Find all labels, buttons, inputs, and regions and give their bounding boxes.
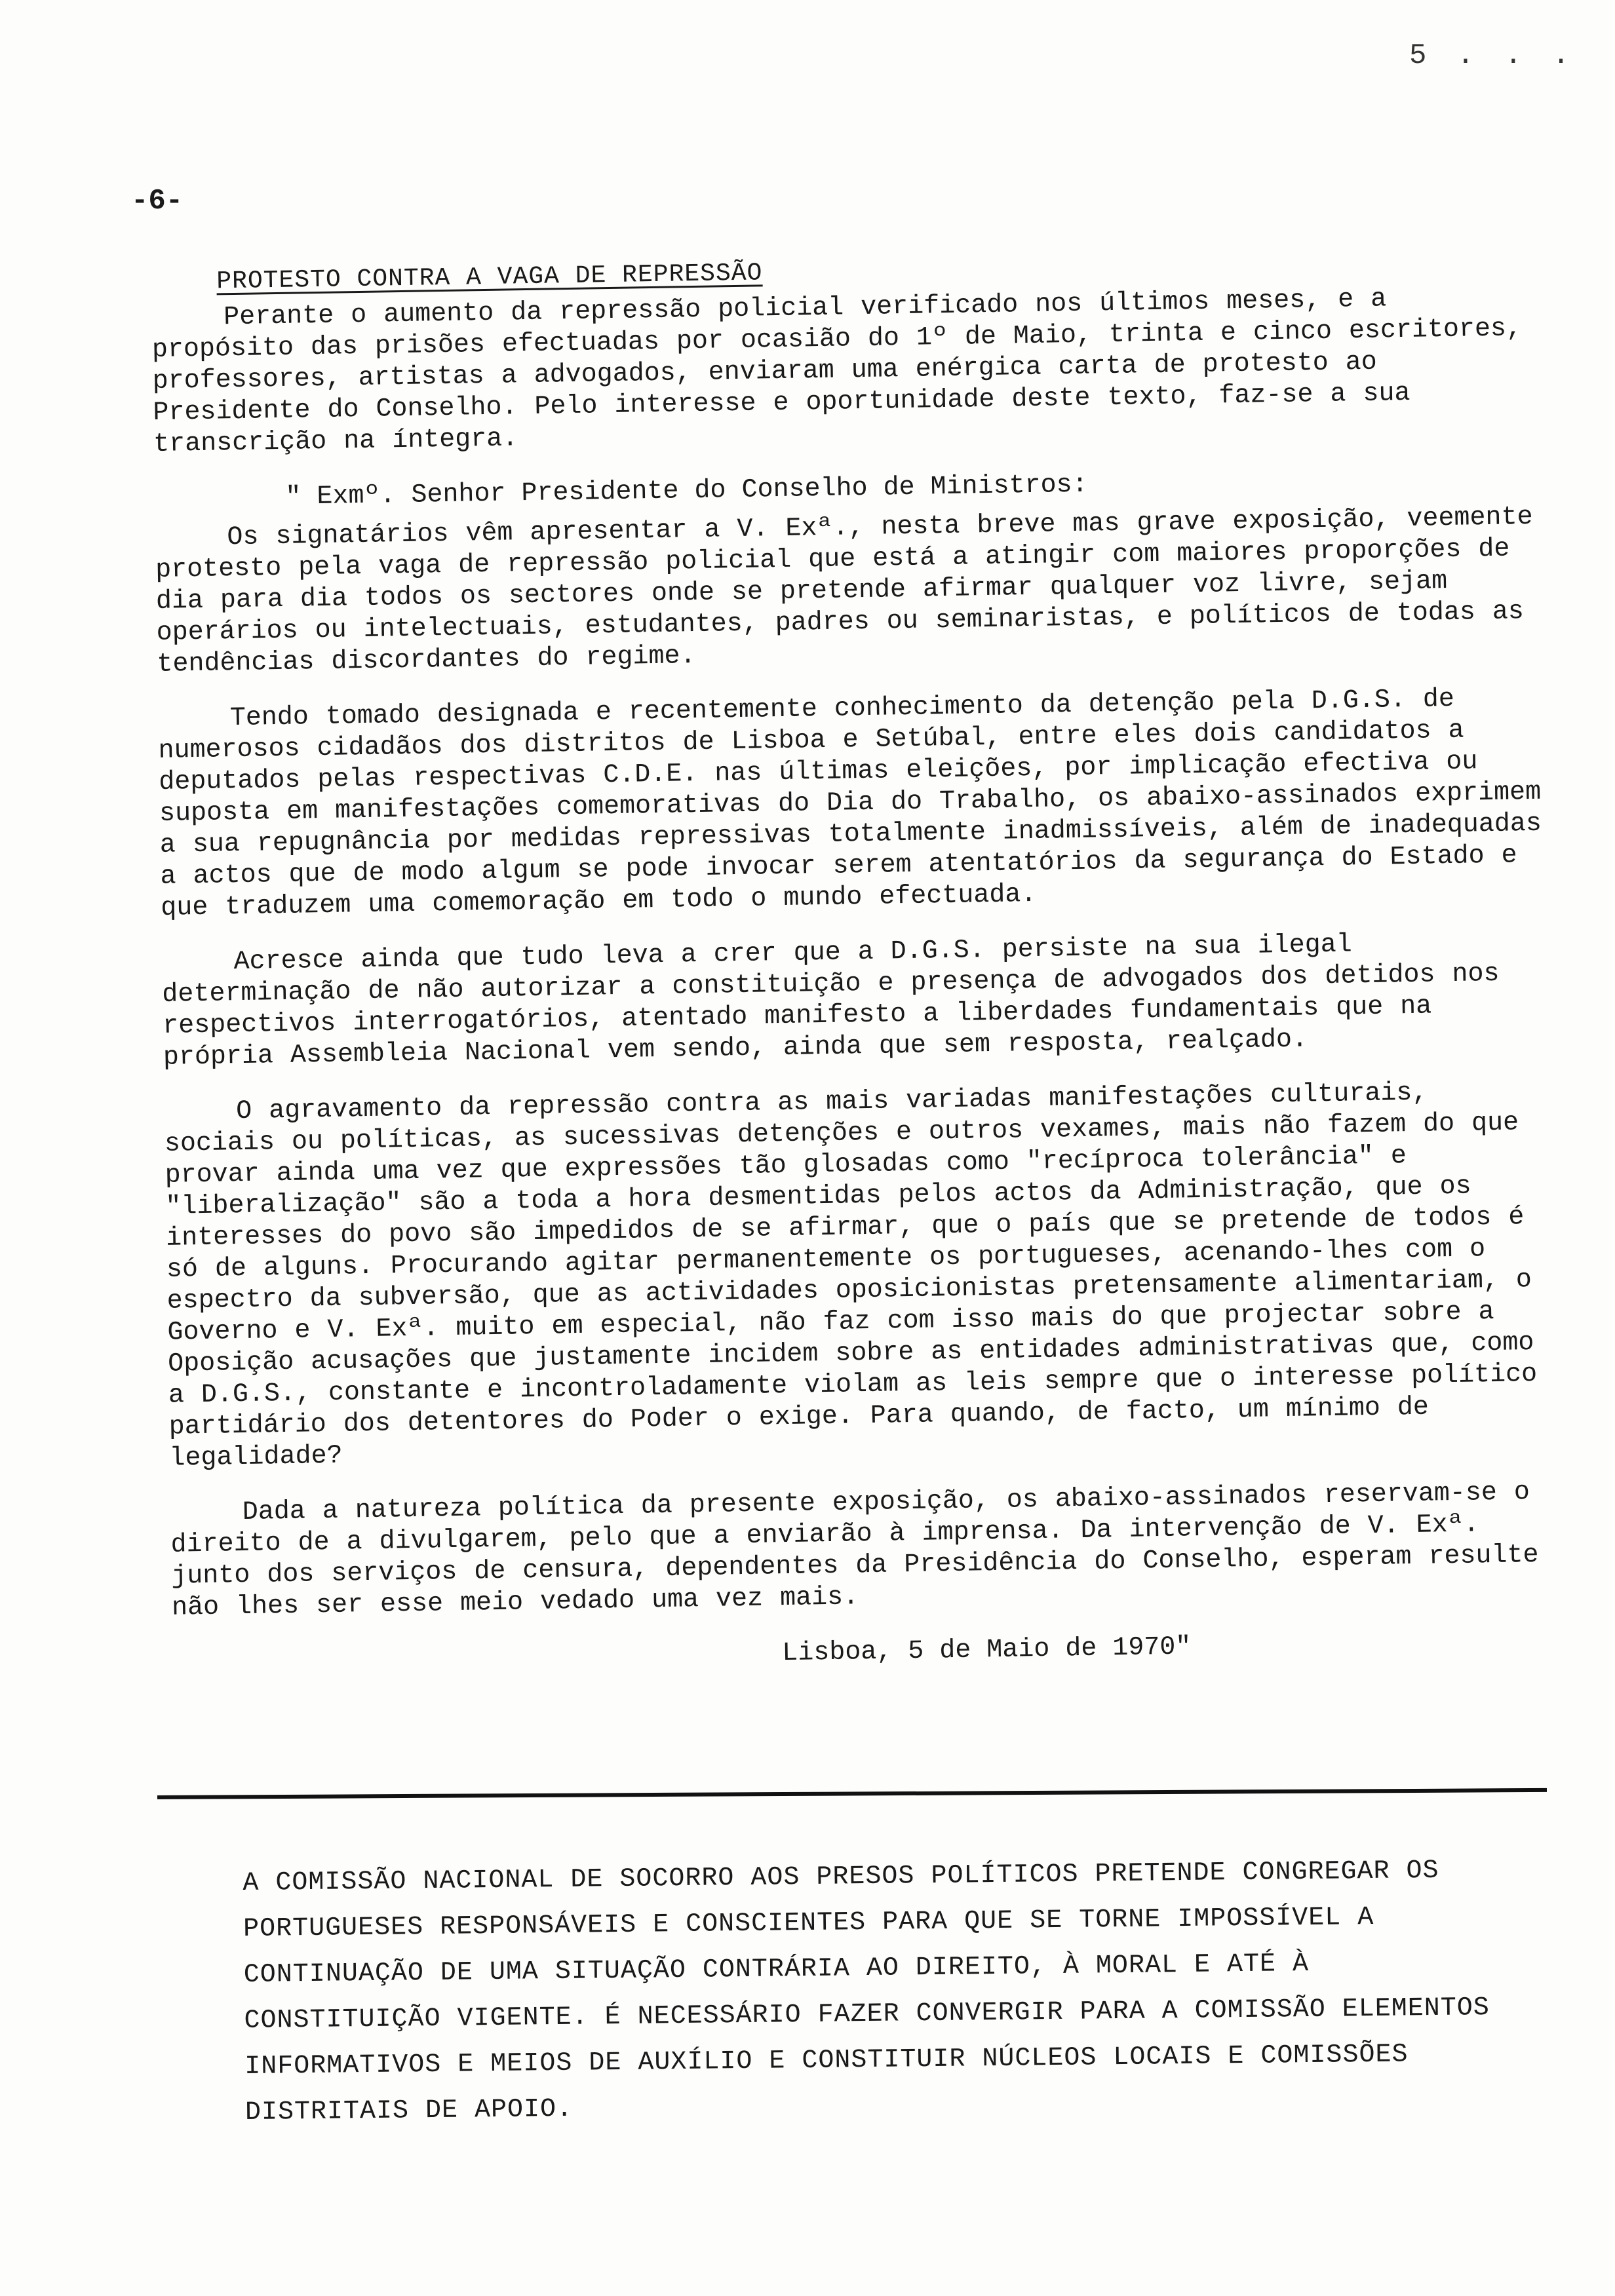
letter-salutation: " Exmº. Senhor Presidente do Conselho de Ministros: xyxy=(285,470,1088,512)
corner-mark: 5 . . . xyxy=(1409,39,1576,72)
article-intro: Perante o aumento da repressão policial verificado nos últimos meses, e a propósito das prisões efectuadas por ocasião do 1º de Maio, trinta e cinco escritores, professores, artistas a advogados, enviaram uma enérgica carta de protesto ao Presidente do Conselho. Pelo interesse e oportunidade deste texto, faz-se a sua transcrição na íntegra. xyxy=(151,284,1523,459)
letter-paragraph-5: Dada a natureza política da presente exposição, os abaixo-assinados reservam-se o direito de a divulgarem, pelo que a enviarão à imprensa. Da intervenção de V. Exª. junto dos serviços de censura, dependentes da Presidência do Conselho, esperam resulte não lhes ser esse meio vedado uma vez mais. xyxy=(170,1478,1539,1623)
article-title: PROTESTO CONTRA A VAGA DE REPRESSÃO xyxy=(216,259,763,296)
letter-signoff: Lisboa, 5 de Maio de 1970" xyxy=(781,1632,1192,1669)
letter-paragraph-3: Acresce ainda que tudo leva a crer que a D.G.S. persiste na sua ilegal determinação de não autorizar a constituição e presença de advogados dos detidos nos respectivos interrogatórios, atentado manifesto a liberdades fundamentais que na própria Assembleia Nacional vem sendo, ainda que sem resposta, realçado. xyxy=(162,930,1500,1073)
section-divider xyxy=(157,1788,1547,1799)
commission-notice: A COMISSÃO NACIONAL DE SOCORRO AOS PRESOS POLÍTICOS PRETENDE CONGREGAR OS PORTUGUESES RESPONSÁVEIS E CONSCIENTES PARA QUE SE TORNE IMPOSSÍVEL A CONTINUAÇÃO DE UMA SITUAÇÃO CONTRÁRIA AO DIREITO, À MORAL E ATÉ À CONSTITUIÇÃO VIGENTE. É NECESSÁRIO FAZER CONVERGIR PARA A COMISSÃO ELEMENTOS INFORMATIVOS E MEIOS DE AUXÍLIO E CONSTITUIR NÚCLEOS LOCAIS E COMISSÕES DISTRITAIS DE APOIO. xyxy=(243,1856,1490,2128)
page-number: -6- xyxy=(131,185,184,218)
letter-paragraph-4: O agravamento da repressão contra as mais variadas manifestações culturais, sociais ou políticas, as sucessivas detenções e outros vexames, mais não fazem do que provar ainda uma vez que expressões tão glosadas como "recíproca tolerância" e "liberalização" são a toda a hora desmentidas pelos actos da Administração, que os interesses do povo são impedidos de se afirmar, que o país que se pretende de todos é só de alguns. Procurando agitar permanentemente os portugueses, acenando-lhes com o espectro da subversão, que as actividades oposicionistas pretensamente alimentariam, o Governo e V. Exª. muito em especial, não faz com isso mais do que projectar sobre a Oposição acusações que justamente incidem sobre as entidades administrativas que, como a D.G.S., constante e incontroladamente violam as leis sempre que o interesse político partidário dos detentores do Poder o exige. Para quando, de facto, um mínimo de legalidade? xyxy=(164,1078,1538,1474)
article xyxy=(151,247,1556,1679)
letter-paragraph-1: Os signatários vêm apresentar a V. Exª., nesta breve mas grave exposição, veemente protesto pela vaga de repressão policial que está a atingir com maiores proporções de dia para dia todos os sectores onde se pretende afirmar qualquer voz livre, sejam operários ou intelectuais, estudantes, padres ou seminaristas, e políticos de todas as tendências discordantes do regime. xyxy=(155,502,1533,679)
letter-paragraph-2: Tendo tomado designada e recentemente conhecimento da detenção pela D.G.S. de numerosos cidadãos dos distritos de Lisboa e Setúbal, entre eles dois candidatos a deputados pelas respectivas C.D.E. nas últimas eleições, por implicação efectiva ou suposta em manifestações comemorativas do Dia do Trabalho, os abaixo-assinados exprimem a sua repugnância por medidas repressivas totalmente inadmissíveis, além de inadequadas a actos que de modo algum se pode invocar serem atentatórios da segurança do Estado e que traduzem uma comemoração em todo o mundo efectuada. xyxy=(158,684,1542,923)
